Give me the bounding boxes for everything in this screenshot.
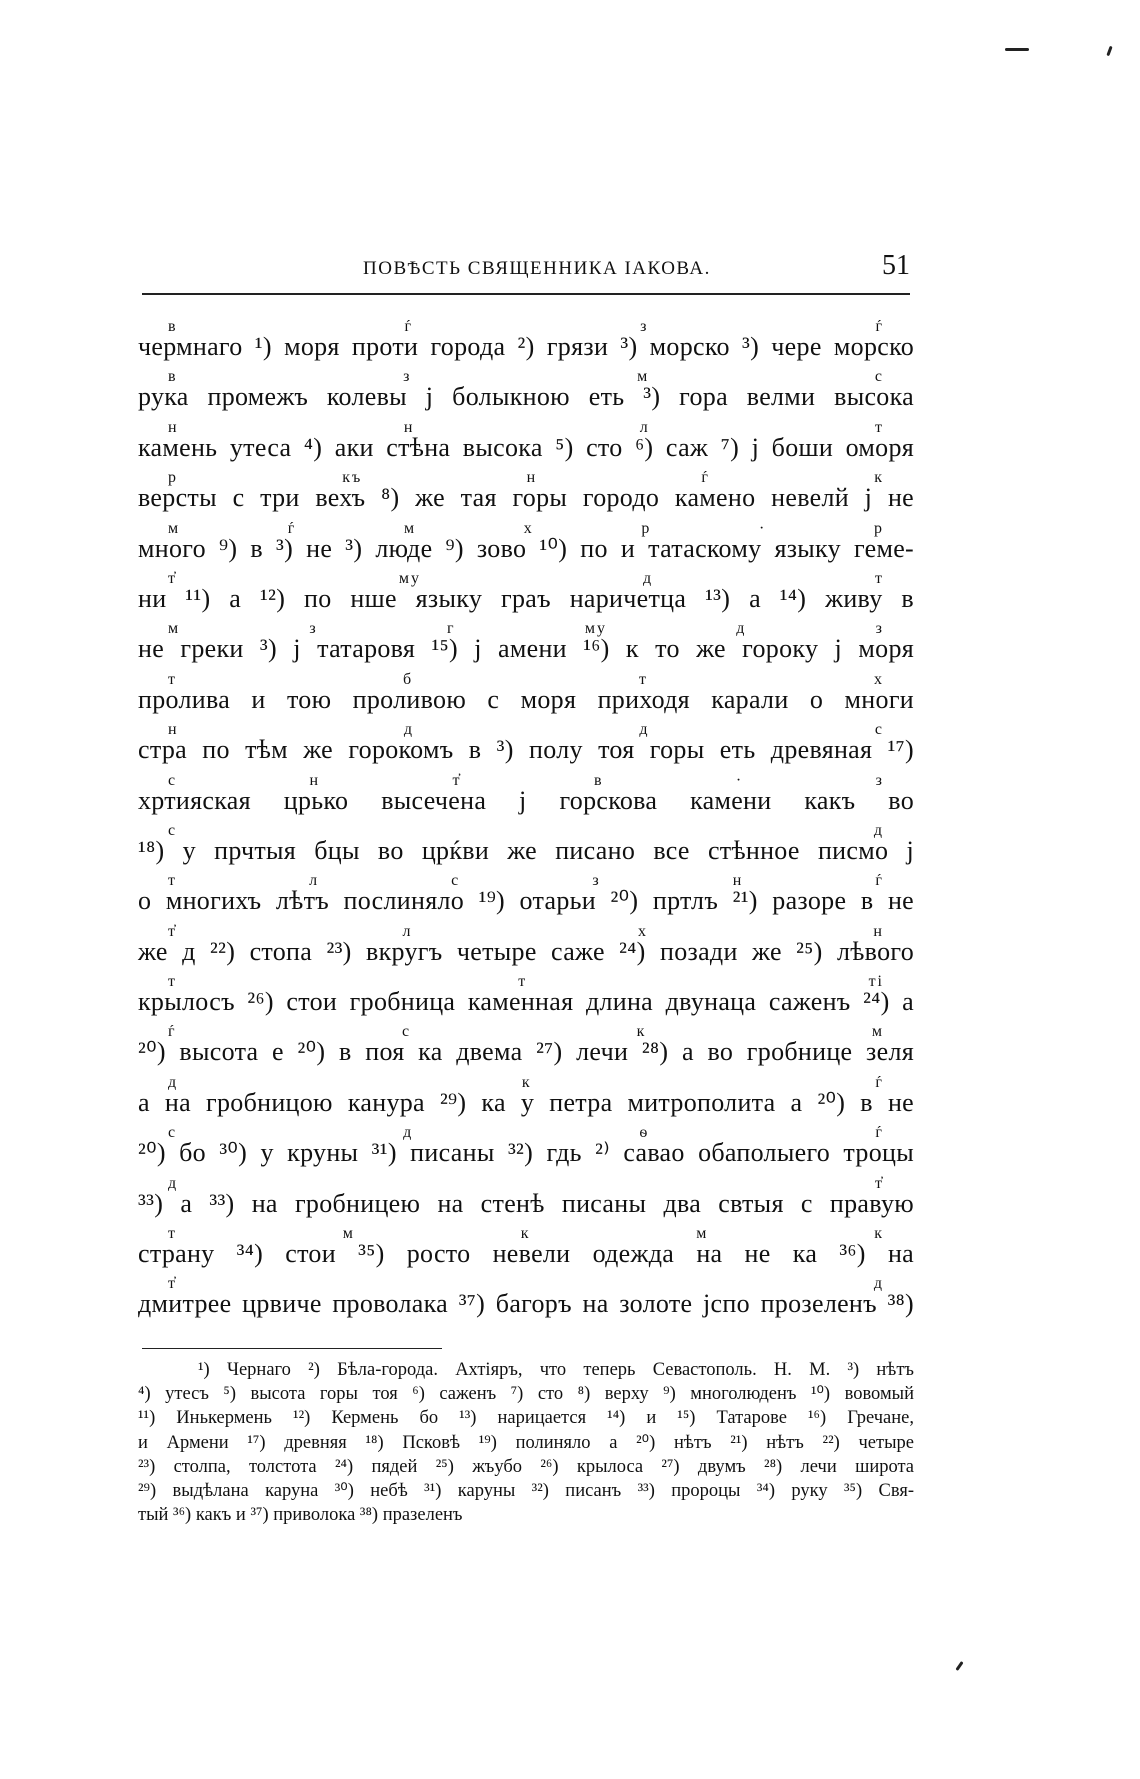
footnote-line: и Армени ¹⁷) древняя ¹⁸) Псковѣ ¹⁹) полиняло а ²⁰) нѣтъ ²¹) нѣтъ ²²) четыре bbox=[138, 1432, 914, 1453]
text-line bbox=[138, 1275, 914, 1325]
footnote-line: ¹¹) Инькермень ¹²) Кермень бо ¹³) нарицается ¹⁴) и ¹⁵) Татарове ¹⁶) Гречане, bbox=[138, 1408, 914, 1429]
superscript-letters: т б т х bbox=[168, 670, 884, 688]
footnotes bbox=[138, 1358, 914, 1527]
superscript-letters: т м к м к bbox=[168, 1225, 884, 1243]
header-rule bbox=[142, 293, 910, 295]
line-text: рука промежъ колевы ј болыкною еть ³) гора велми высока bbox=[138, 382, 914, 412]
text-line bbox=[138, 620, 914, 670]
line-text: ²⁰) бо ³⁰) у круны ³¹) писаны ³²) гдь ²⁾ савао обаполыего троцы bbox=[138, 1138, 914, 1168]
line-text: чермнаго ¹) моря проти города ²) грязи ³) морско ³) чере морско bbox=[138, 332, 914, 361]
running-head bbox=[138, 250, 910, 292]
line-text: много ⁹) в ³) не ³) люде ⁹) зово ¹⁰) по и татаскому языку геме- bbox=[138, 533, 914, 563]
page-blemish bbox=[955, 1661, 963, 1671]
line-text: о многихъ лѣтъ послиняло ¹⁹) отарьи ²⁰) пртлъ ²¹) разоре в не bbox=[138, 886, 914, 916]
text-line bbox=[138, 1175, 914, 1225]
text-line bbox=[138, 973, 914, 1023]
line-text: стра по тѣм же горокомъ в ³) полу тоя горы еть древяная ¹⁷) bbox=[138, 735, 914, 765]
superscript-letters: н н л т bbox=[168, 418, 884, 436]
superscript-letters: т҆ д bbox=[168, 1275, 884, 1293]
superscript-letters: т҆ л х н bbox=[168, 922, 884, 940]
text-line bbox=[138, 772, 914, 822]
footnote-line: ²³) столпа, толстота ²⁴) пядей ²⁵) жъубо ²⁶) крылоса ²⁷) двумъ ²⁸) лечи широта bbox=[138, 1456, 914, 1477]
line-text: ²⁰) высота е ²⁰) в поя ка двема ²⁷) лечи ²⁸) а во гробнице зеля bbox=[138, 1037, 914, 1067]
line-text: камень утеса ⁴) аки стѣна высока ⁵) сто ⁶) саж ⁷) ј боши оморя bbox=[138, 432, 914, 462]
text-line bbox=[138, 368, 914, 418]
superscript-letters: т л с з н ѓ bbox=[168, 872, 884, 890]
line-text: ни ¹¹) а ¹²) по нше языку граъ наричетца ¹³) а ¹⁴) живу в bbox=[138, 583, 914, 613]
superscript-letters: т҆ му д т bbox=[168, 569, 884, 587]
footnote-line: тый ³⁶) какъ и ³⁷) приволока ³⁸) празеленъ bbox=[138, 1505, 463, 1526]
text-line bbox=[138, 872, 914, 922]
text-line bbox=[138, 1124, 914, 1174]
footnote-rule bbox=[142, 1348, 442, 1349]
superscript-letters: м з г му д з bbox=[168, 620, 884, 638]
superscript-letters: в з м с bbox=[168, 368, 884, 386]
superscript-letters: в ѓ з ѓ bbox=[168, 318, 884, 335]
superscript-letters: т т ті bbox=[168, 973, 884, 991]
superscript-letters: с д bbox=[168, 821, 884, 839]
text-line bbox=[138, 822, 914, 872]
line-text: версты с три вехъ ⁸) же тая горы городо камено невелй ј не bbox=[138, 483, 914, 513]
text-line bbox=[138, 671, 914, 721]
running-title: ПОВѢСТЬ СВЯЩЕННИКА ІАКОВА. bbox=[363, 258, 711, 279]
text-line bbox=[138, 1023, 914, 1073]
line-text: ³³) а ³³) на гробницею на стенѣ писаны два свтыя с правую bbox=[138, 1188, 914, 1218]
text-line bbox=[138, 318, 914, 368]
text-line bbox=[138, 1225, 914, 1275]
footnote-line: ¹) Чернаго ²) Бѣла-города. Ахтіяръ, что теперь Севастополь. Н. М. ³) нѣтъ bbox=[198, 1360, 914, 1380]
line-text: страну ³⁴) стои ³⁵) росто невели одежда на не ка ³⁶) на bbox=[138, 1239, 914, 1269]
footnote-line: ⁴) утесъ ⁵) высота горы тоя ⁶) саженъ ⁷) сто ⁸) верху ⁹) многолюденъ ¹⁰) вовомый bbox=[138, 1384, 914, 1405]
line-text: ¹⁸) у прчтыя бцы во црќви же писано все стѣнное писмо ј bbox=[138, 835, 914, 865]
text-line bbox=[138, 469, 914, 519]
superscript-letters: н д д с bbox=[168, 721, 884, 739]
footnote-line: ²⁹) выдѣлана каруна ³⁰) небѣ ³¹) каруны ³²) писанъ ³³) пророцы ³⁴) руку ³⁵) Свя- bbox=[138, 1481, 914, 1502]
text-line bbox=[138, 419, 914, 469]
line-text: крылосъ ²⁶) стои гробница каменная длина двунаца саженъ ²⁴) а bbox=[138, 987, 914, 1017]
page-number: 51 bbox=[882, 250, 910, 281]
text-line bbox=[138, 520, 914, 570]
superscript-letters: д к ѓ bbox=[168, 1073, 884, 1091]
text-line bbox=[138, 570, 914, 620]
superscript-letters: с н т҆ в · з bbox=[168, 771, 884, 789]
main-text bbox=[138, 318, 914, 1326]
line-text: дмитрее црвиче проволака ³⁷) багоръ на золоте јспо прозеленъ ³⁸) bbox=[138, 1289, 914, 1319]
line-text: не греки ³) ј татаровя ¹⁵) ј амени ¹⁶) к то же гороку ј моря bbox=[138, 634, 914, 664]
page-blemish bbox=[1106, 46, 1112, 56]
text-line bbox=[138, 923, 914, 973]
text-line bbox=[138, 721, 914, 771]
line-text: пролива и тою проливою с моря приходя карали о многи bbox=[138, 684, 914, 714]
line-text: а на гробницою канура ²⁹) ка у петра митрополита а ²⁰) в не bbox=[138, 1087, 914, 1117]
line-text: хртияская црько высечена ј горскова камени какъ во bbox=[138, 785, 914, 815]
line-text: же д ²²) стопа ²³) вкругъ четыре саже ²⁴) позади же ²⁵) лѣвого bbox=[138, 936, 914, 966]
superscript-letters: д т҆ bbox=[168, 1174, 884, 1192]
superscript-letters: р къ н ѓ к bbox=[168, 469, 884, 487]
text-line bbox=[138, 1074, 914, 1124]
superscript-letters: с д ѳ ѓ bbox=[168, 1124, 884, 1142]
page-blemish bbox=[1005, 48, 1029, 51]
superscript-letters: м ѓ м х р · р bbox=[168, 519, 884, 537]
superscript-letters: ѓ с к м bbox=[168, 1023, 884, 1041]
